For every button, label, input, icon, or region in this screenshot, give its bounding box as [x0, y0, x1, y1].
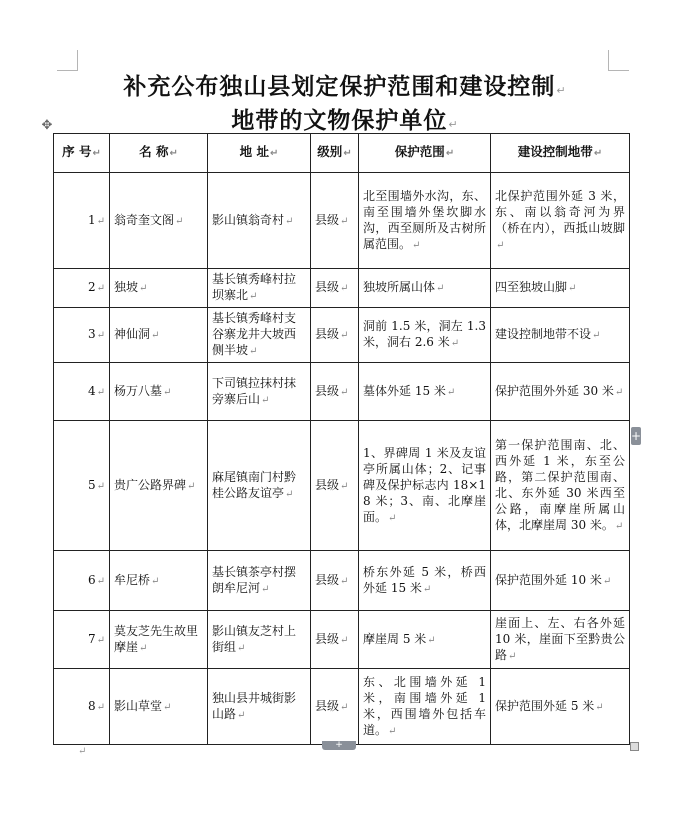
paragraph-mark: ↵ [78, 746, 87, 757]
cell-end-mark: ↵ [249, 291, 258, 302]
site-name-cell[interactable]: 独坡↵ [110, 269, 208, 308]
table-row [54, 363, 630, 421]
table-row [54, 421, 630, 551]
cell-end-mark: ↵ [96, 701, 105, 713]
cell-end-mark: ↵ [237, 709, 246, 721]
protection-scope-cell[interactable]: 洞前 1.5 米，洞左 1.3 米，洞右 2.6 米↵ [359, 308, 491, 363]
cell-end-mark: ↵ [237, 642, 246, 654]
cell-end-mark: ↵ [261, 583, 270, 595]
cell-end-mark: ↵ [340, 701, 349, 713]
cell-end-mark: ↵ [592, 330, 601, 341]
cell-end-mark: ↵ [96, 480, 105, 492]
level-cell[interactable]: 县级↵ [311, 611, 359, 669]
cell-end-mark: ↵ [96, 215, 105, 227]
address-cell[interactable]: 影山镇友芝村上街组↵ [208, 611, 311, 669]
cell-end-mark: ↵ [614, 386, 624, 398]
title-line-1: 补充公布独山县划定保护范围和建设控制↵ [123, 74, 567, 100]
insert-column-button[interactable]: + [322, 741, 356, 750]
cell-end-mark: ↵ [261, 394, 270, 406]
protection-scope-cell[interactable]: 1、界碑周 1 米及友谊亭所属山体；2、记事碑及保护标志内 18×18 米；3、南、北摩崖面。↵ [359, 421, 491, 551]
row-number-cell[interactable]: 3↵ [54, 308, 110, 363]
cell-end-mark: ↵ [163, 701, 172, 713]
protection-scope-cell[interactable]: 墓体外延 15 米↵ [359, 363, 491, 421]
cell-end-mark: ↵ [412, 239, 421, 251]
protection-scope-cell[interactable]: 独坡所属山体↵ [359, 269, 491, 308]
construction-control-cell[interactable]: 保护范围外延 10 米↵ [491, 551, 630, 611]
site-name-cell[interactable]: 神仙洞↵ [110, 308, 208, 363]
row-number-cell[interactable]: 8↵ [54, 669, 110, 745]
level-cell[interactable]: 县级↵ [311, 308, 359, 363]
cell-end-mark: ↵ [388, 512, 397, 524]
cell-end-mark: ↵ [602, 575, 612, 587]
level-cell[interactable]: 县级↵ [311, 363, 359, 421]
header-cell-address[interactable]: 地 址↵ [208, 134, 311, 173]
document-title [40, 72, 650, 140]
title-line-2: 地带的文物保护单位↵ [231, 108, 459, 134]
header-cell-name[interactable]: 名 称↵ [110, 134, 208, 173]
cell-end-mark: ↵ [340, 330, 349, 341]
table-row [54, 551, 630, 611]
site-name-cell[interactable]: 牟尼桥↵ [110, 551, 208, 611]
table-row [54, 173, 630, 269]
row-number-cell[interactable]: 4↵ [54, 363, 110, 421]
cell-end-mark: ↵ [595, 701, 604, 713]
cell-end-mark: ↵ [96, 330, 105, 341]
heritage-sites-table [53, 133, 630, 745]
table-resize-handle[interactable] [630, 742, 639, 751]
level-cell[interactable]: 县级↵ [311, 269, 359, 308]
construction-control-cell[interactable]: 保护范围外外延 30 米↵ [491, 363, 630, 421]
address-cell[interactable]: 独山县井城街影山路↵ [208, 669, 311, 745]
address-cell[interactable]: 基长镇秀峰村支谷寨龙井大坡西侧半坡↵ [208, 308, 311, 363]
site-name-cell[interactable]: 翁奇奎文阁↵ [110, 173, 208, 269]
page-corner-mark-top-right [608, 50, 629, 71]
cell-end-mark: ↵ [340, 215, 349, 227]
table-row [54, 269, 630, 308]
construction-control-cell[interactable]: 北保护范围外延 3 米，东、南以翁奇河为界（桥在内），西抵山坡脚↵ [491, 173, 630, 269]
row-number-cell[interactable]: 7↵ [54, 611, 110, 669]
address-cell[interactable]: 基长镇茶亭村摆朗牟尼河↵ [208, 551, 311, 611]
cell-end-mark: ↵ [187, 480, 196, 492]
construction-control-cell[interactable]: 第一保护范围南、北、西外延 1 米，东至公路，第二保护范围南、北、东外延 30 米西至公路，南摩崖所属山体，北摩崖周 30 米。↵ [491, 421, 630, 551]
cell-end-mark: ↵ [175, 215, 184, 227]
cell-end-mark: ↵ [151, 575, 160, 587]
cell-end-mark: ↵ [139, 642, 148, 654]
cell-end-mark: ↵ [285, 488, 294, 500]
level-cell[interactable]: 县级↵ [311, 669, 359, 745]
cell-end-mark: ↵ [388, 725, 397, 737]
cell-end-mark: ↵ [614, 520, 624, 532]
protection-scope-cell[interactable]: 桥东外延 5 米，桥西外延 15 米↵ [359, 551, 491, 611]
construction-control-cell[interactable]: 崖面上、左、右各外延 10 米，崖面下至黔贵公路↵ [491, 611, 630, 669]
row-number-cell[interactable]: 6↵ [54, 551, 110, 611]
cell-end-mark: ↵ [96, 634, 105, 646]
cell-end-mark: ↵ [436, 283, 445, 294]
cell-end-mark: ↵ [340, 575, 349, 587]
cell-end-mark: ↵ [139, 283, 148, 294]
cell-end-mark: ↵ [496, 239, 505, 251]
cell-end-mark: ↵ [249, 346, 258, 357]
row-number-cell[interactable]: 2↵ [54, 269, 110, 308]
site-name-cell[interactable]: 莫友芝先生故里摩崖↵ [110, 611, 208, 669]
cell-end-mark: ↵ [340, 480, 349, 492]
construction-control-cell[interactable]: 四至独坡山脚↵ [491, 269, 630, 308]
table-row [54, 611, 630, 669]
cell-end-mark: ↵ [285, 215, 294, 227]
protection-scope-cell[interactable]: 摩崖周 5 米↵ [359, 611, 491, 669]
header-cell-construction-control-zone[interactable]: 建设控制地带↵ [491, 134, 630, 173]
cell-end-mark: ↵ [450, 338, 460, 349]
header-cell-level[interactable]: 级别↵ [311, 134, 359, 173]
cell-end-mark: ↵ [96, 386, 105, 398]
level-cell[interactable]: 县级↵ [311, 173, 359, 269]
construction-control-cell[interactable]: 建设控制地带不设↵ [491, 308, 630, 363]
site-name-cell[interactable]: 贵广公路界碑↵ [110, 421, 208, 551]
page-corner-mark-top-left [57, 50, 78, 71]
header-cell-number[interactable]: 序 号↵ [54, 134, 110, 173]
row-number-cell[interactable]: 1↵ [54, 173, 110, 269]
protection-scope-cell[interactable]: 东、北围墙外延 1 米，南围墙外延 1 米，西围墙外包括车道。↵ [359, 669, 491, 745]
cell-end-mark: ↵ [96, 575, 105, 587]
cell-end-mark: ↵ [96, 283, 105, 294]
cell-end-mark: ↵ [340, 386, 349, 398]
header-cell-protection-scope[interactable]: 保护范围↵ [359, 134, 491, 173]
site-name-cell[interactable]: 影山草堂↵ [110, 669, 208, 745]
cell-end-mark: ↵ [427, 634, 436, 646]
cell-end-mark: ↵ [508, 650, 517, 662]
cell-end-mark: ↵ [340, 634, 349, 646]
table-move-handle-icon[interactable]: ✥ [41, 118, 53, 133]
paragraph-mark: ↵ [448, 118, 459, 131]
table-header-row [54, 134, 630, 173]
cell-end-mark: ↵ [163, 386, 172, 398]
paragraph-mark: ↵ [556, 84, 567, 97]
level-cell[interactable]: 县级↵ [311, 421, 359, 551]
row-number-cell[interactable]: 5↵ [54, 421, 110, 551]
site-name-cell[interactable]: 杨万八墓↵ [110, 363, 208, 421]
cell-end-mark: ↵ [151, 330, 160, 341]
table-row [54, 669, 630, 745]
protection-scope-cell[interactable]: 北至围墙外水沟，东、南至围墙外堡坎脚水沟，西至厕所及古树所属范围。↵ [359, 173, 491, 269]
cell-end-mark: ↵ [340, 283, 349, 294]
cell-end-mark: ↵ [446, 386, 456, 398]
level-cell[interactable]: 县级↵ [311, 551, 359, 611]
construction-control-cell[interactable]: 保护范围外延 5 米↵ [491, 669, 630, 745]
cell-end-mark: ↵ [422, 583, 432, 595]
table-row [54, 308, 630, 363]
cell-end-mark: ↵ [568, 283, 577, 294]
insert-row-button[interactable]: + [631, 429, 642, 443]
address-cell[interactable]: 下司镇拉抹村抹旁寨后山↵ [208, 363, 311, 421]
address-cell[interactable]: 影山镇翁奇村↵ [208, 173, 311, 269]
address-cell[interactable]: 基长镇秀峰村拉坝寨北↵ [208, 269, 311, 308]
address-cell[interactable]: 麻尾镇南门村黔桂公路友谊亭↵ [208, 421, 311, 551]
